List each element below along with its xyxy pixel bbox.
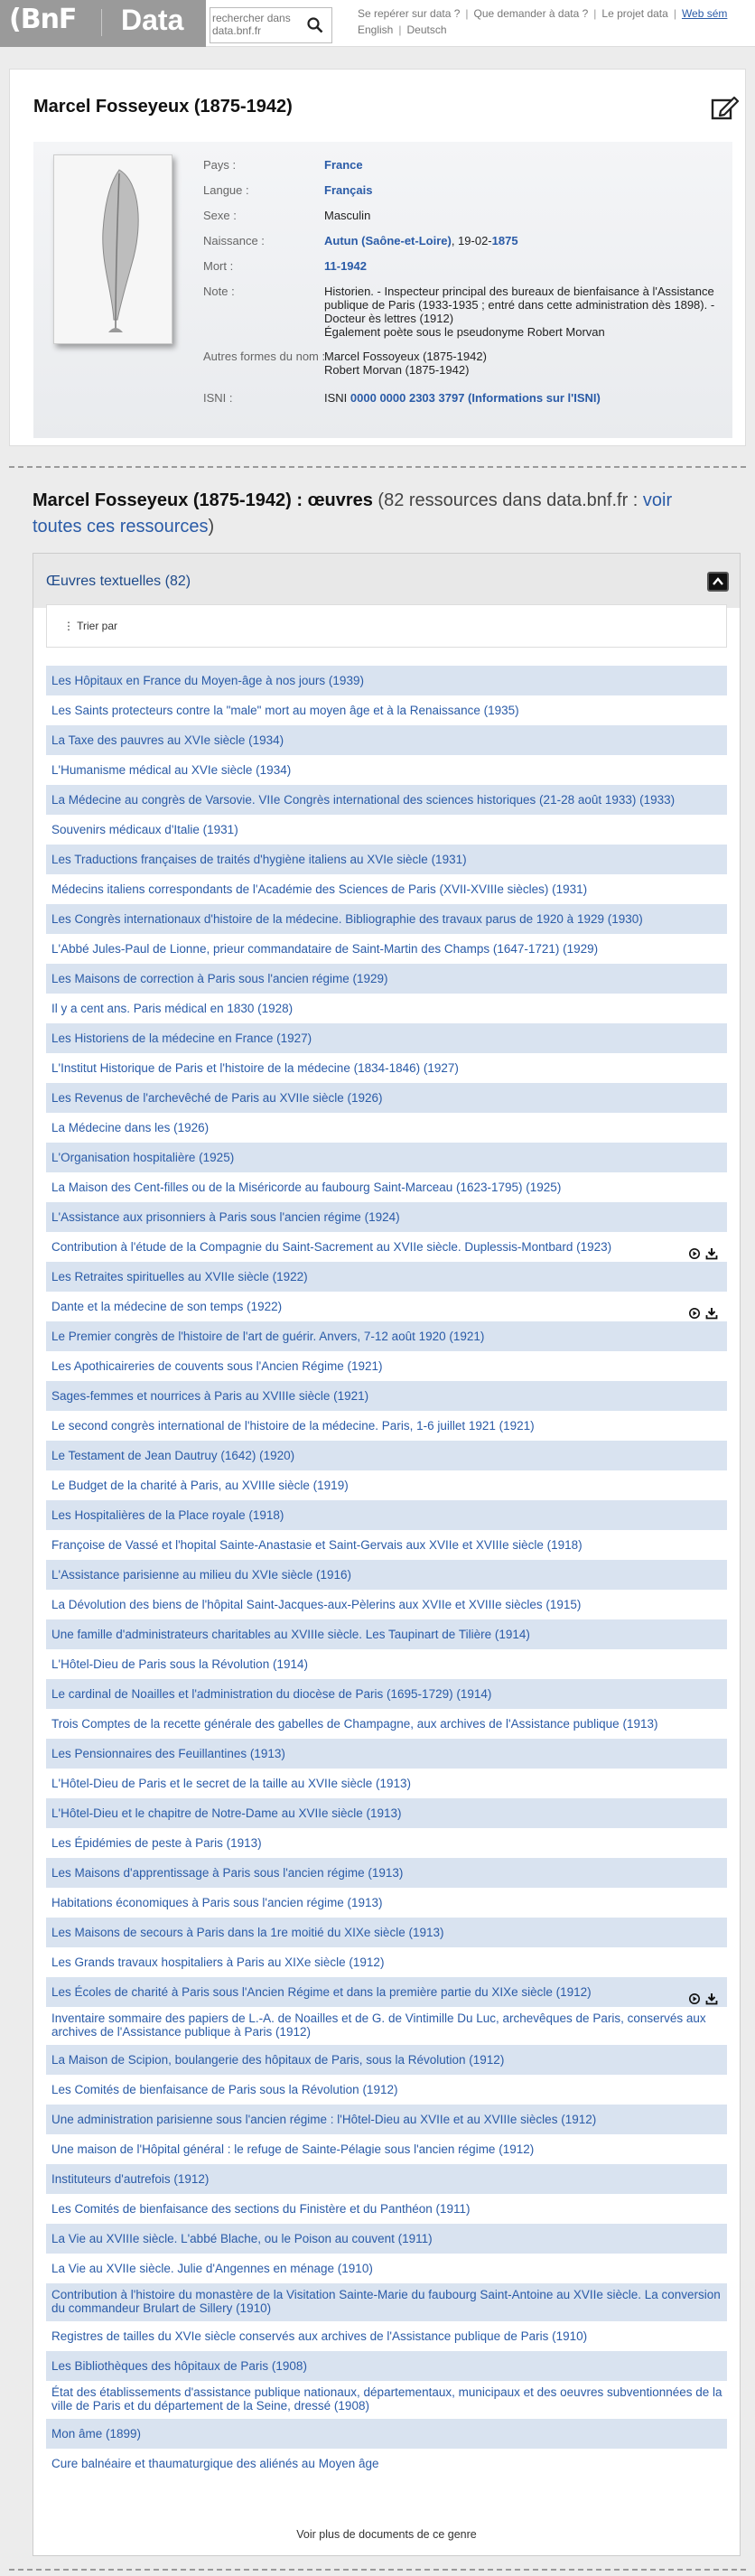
work-item[interactable]: [46, 1381, 727, 1411]
work-item[interactable]: [46, 1918, 727, 1947]
sexe-value: Masculin: [324, 209, 371, 222]
language-switcher: English | Deutsch: [358, 23, 447, 36]
oeuvres-textuelles-panel: [33, 553, 741, 2556]
work-item[interactable]: [46, 2419, 727, 2449]
autre-forme-2: Robert Morvan (1875-1942): [324, 363, 470, 377]
work-title-link[interactable]: Les Apothicaireries de couvents sous l'Ancien Régime (1921): [51, 1359, 383, 1373]
work-title-link[interactable]: Les Revenus de l'archevêché de Paris au XVIIe siècle (1926): [51, 1091, 383, 1105]
work-title-link[interactable]: Les Épidémies de peste à Paris (1913): [51, 1836, 262, 1850]
work-item[interactable]: [46, 1828, 727, 1858]
mort-value[interactable]: 11-1942: [324, 259, 367, 273]
work-item[interactable]: [46, 2194, 727, 2224]
work-title-link[interactable]: État des établissements d'assistance publique nationaux, départementaux, municipaux et des oeuvres subventionnées de la ville de Paris et du département de la Seine, dressé (1908): [51, 2385, 722, 2413]
work-item[interactable]: [46, 1530, 727, 1560]
work-title-link[interactable]: Les Comités de bienfaisance des sections du Finistère et du Panthéon (1911): [51, 2202, 471, 2216]
nav-reperer[interactable]: Se repérer sur data ?: [358, 7, 461, 20]
work-item[interactable]: [46, 904, 727, 934]
work-item[interactable]: [46, 2007, 727, 2045]
panel-header: [33, 554, 740, 608]
work-title-link[interactable]: L'Institut Historique de Paris et l'histoire de la médecine (1834-1846) (1927): [51, 1061, 459, 1075]
nav-demander[interactable]: Que demander à data ?: [473, 7, 589, 20]
isni-link[interactable]: 0000 0000 2303 3797: [350, 391, 465, 405]
work-item[interactable]: [46, 1411, 727, 1441]
isni-value: [324, 391, 601, 405]
work-title-link[interactable]: La Dévolution des biens de l'hôpital Saint-Jacques-aux-Pèlerins aux XVIIe et XVIIIe siècles (1915): [51, 1598, 582, 1611]
work-item[interactable]: [46, 1590, 727, 1619]
work-item[interactable]: [46, 2224, 727, 2254]
work-title-link[interactable]: Contribution à l'étude de la Compagnie du Saint-Sacrement au XVIIe siècle. Duplessis-Montbard (1923): [51, 1240, 612, 1254]
work-item[interactable]: [46, 1441, 727, 1470]
work-title-link[interactable]: Cure balnéaire et thaumaturgique des aliénés au Moyen âge: [51, 2457, 379, 2470]
work-item[interactable]: [46, 1769, 727, 1798]
work-item[interactable]: [46, 1053, 727, 1083]
bnf-data-logo[interactable]: [0, 0, 206, 47]
note-label: Note :: [203, 285, 235, 298]
work-item[interactable]: [46, 1560, 727, 1590]
work-title-link[interactable]: Instituteurs d'autrefois (1912): [51, 2172, 210, 2186]
work-title-link[interactable]: Les Comités de bienfaisance de Paris sous la Révolution (1912): [51, 2083, 398, 2096]
work-item[interactable]: [46, 1470, 727, 1500]
isni-info-link[interactable]: (Informations sur l'ISNI): [468, 391, 601, 405]
work-title-link[interactable]: L'Hôtel-Dieu et le chapitre de Notre-Dame au XVIIe siècle (1913): [51, 1806, 402, 1820]
note-value: [324, 285, 722, 339]
work-item[interactable]: [46, 1709, 727, 1739]
search-box: [210, 7, 332, 43]
voir-toutes-ressources-link[interactable]: voir toutes ces ressources: [33, 490, 673, 537]
collapse-button[interactable]: [707, 572, 729, 592]
langue-value[interactable]: Français: [324, 183, 373, 197]
work-item[interactable]: [46, 1947, 727, 1977]
author-title: Marcel Fosseyeux (1875-1942): [33, 97, 293, 117]
lang-deutsch[interactable]: Deutsch: [406, 23, 447, 36]
work-item[interactable]: [46, 994, 727, 1023]
work-title-link[interactable]: Le Testament de Jean Dautruy (1642) (1920): [51, 1449, 295, 1462]
sort-bar[interactable]: [46, 604, 727, 648]
work-item[interactable]: [46, 666, 727, 695]
work-item[interactable]: [46, 1619, 727, 1649]
top-bar: [0, 0, 755, 47]
work-item[interactable]: [46, 2105, 727, 2134]
work-title-link[interactable]: Les Grands travaux hospitaliers à Paris au XIXe siècle (1912): [51, 1955, 385, 1969]
work-item[interactable]: [46, 2134, 727, 2164]
work-item[interactable]: [46, 1649, 727, 1679]
work-title-link[interactable]: Trois Comptes de la recette générale des gabelles de Champagne, aux archives de l'Assistance publique (1913): [51, 1717, 658, 1731]
top-nav: Se repérer sur data ? | Que demander à data ? | Le projet data | Web sém: [358, 7, 728, 20]
author-portrait: [53, 154, 172, 344]
work-item[interactable]: [46, 1172, 727, 1202]
work-item[interactable]: [46, 1500, 727, 1530]
search-input[interactable]: [210, 8, 301, 42]
naissance-label: Naissance :: [203, 234, 265, 247]
work-item[interactable]: [46, 2449, 727, 2478]
work-title-link[interactable]: Le Budget de la charité à Paris, au XVIIIe siècle (1919): [51, 1479, 349, 1492]
work-item[interactable]: [46, 2164, 727, 2194]
logo-bnf-text: (BnF: [9, 4, 77, 35]
work-title-link[interactable]: La Vie au XVIIIe siècle. L'abbé Blache, ou le Poison au couvent (1911): [51, 2232, 433, 2245]
work-title-link[interactable]: Les Écoles de charité à Paris sous l'Ancien Régime et dans la première partie du XIXe siècle (1912): [51, 1985, 592, 1999]
work-item[interactable]: [46, 2283, 727, 2321]
oeuvres-title: Marcel Fosseyeux (1875-1942) : œuvres: [33, 490, 373, 510]
isni-label: ISNI :: [203, 391, 233, 405]
work-title-link[interactable]: Une famille d'administrateurs charitables au XVIIIe siècle. Les Taupinart de Tilière (1914): [51, 1628, 530, 1641]
work-item[interactable]: [46, 1202, 727, 1232]
work-item[interactable]: [46, 845, 727, 874]
naissance-place-link[interactable]: Autun (Saône-et-Loire): [324, 234, 452, 247]
mort-label: Mort :: [203, 259, 234, 273]
work-title-link[interactable]: Françoise de Vassé et l'hopital Sainte-Anastasie et Saint-Gervais aux XVIIe et XVIIIe siècle (1918): [51, 1538, 583, 1552]
work-item[interactable]: [46, 2075, 727, 2105]
work-title-link[interactable]: Les Maisons de secours à Paris dans la 1re moitié du XIXe siècle (1913): [51, 1926, 444, 1939]
work-title-link[interactable]: Le cardinal de Noailles et l'administration du diocèse de Paris (1695-1729) (1914): [51, 1687, 492, 1701]
work-title-link[interactable]: Mon âme (1899): [51, 2427, 142, 2441]
work-title-link[interactable]: La Médecine au congrès de Varsovie. VIIe Congrès international des sciences historiques (21-28 août 1933) (1933): [51, 793, 676, 807]
work-title-link[interactable]: Inventaire sommaire des papiers de L.-A. de Noailles et de G. de Vintimille Du Luc, archevêques de Paris, conservés aux archives de l'Assistance publique à Paris (1912): [51, 2011, 706, 2039]
autre-forme-1: Marcel Fossoyeux (1875-1942): [324, 350, 487, 363]
work-item[interactable]: [46, 1888, 727, 1918]
work-title-link[interactable]: Contribution à l'histoire du monastère de la Visitation Sainte-Marie du faubourg Saint-Antoine au XVIIe siècle. La conversion du commandeur Brulart de Sillery (1910): [51, 2288, 721, 2315]
work-title-link[interactable]: Les Congrès internationaux d'histoire de la médecine. Bibliographie des travaux parus de 1920 à 1929 (1930): [51, 912, 643, 926]
work-title-link[interactable]: Habitations économiques à Paris sous l'ancien régime (1913): [51, 1896, 383, 1909]
work-item[interactable]: [46, 755, 727, 785]
work-title-link[interactable]: L'Organisation hospitalière (1925): [51, 1151, 235, 1164]
work-item[interactable]: [46, 1977, 727, 2007]
work-item[interactable]: [46, 1262, 727, 1292]
chevron-up-icon: [712, 576, 724, 587]
play-download-icons[interactable]: [689, 1241, 722, 1254]
lang-english[interactable]: English: [358, 23, 394, 36]
work-title-link[interactable]: Les Maisons d'apprentissage à Paris sous l'ancien régime (1913): [51, 1866, 404, 1880]
sexe-label: Sexe :: [203, 209, 237, 222]
work-title-link[interactable]: Souvenirs médicaux d'Italie (1931): [51, 823, 238, 836]
sort-handle-icon: ⋮: [63, 620, 78, 632]
work-item[interactable]: [46, 695, 727, 725]
work-title-link[interactable]: La Médecine dans les (1926): [51, 1121, 210, 1134]
naissance-value: [324, 234, 518, 247]
nav-web-semantique[interactable]: Web sém: [681, 7, 728, 20]
sort-label-text: Trier par: [77, 620, 118, 632]
work-title-link[interactable]: Il y a cent ans. Paris médical en 1830 (1928): [51, 1002, 294, 1015]
work-item[interactable]: [46, 1798, 727, 1828]
note-pseudonyme: Également poète sous le pseudonyme Robert Morvan: [324, 325, 605, 339]
work-title-link[interactable]: Les Saints protecteurs contre la "male" mort au moyen âge et à la Renaissance (1935): [51, 704, 519, 717]
play-download-icons[interactable]: [689, 1301, 722, 1313]
oeuvres-close-paren: ): [208, 517, 215, 537]
search-icon: [307, 17, 323, 33]
work-item[interactable]: [46, 1679, 727, 1709]
edit-icon[interactable]: [711, 95, 740, 122]
work-title-link[interactable]: Les Maisons de correction à Paris sous l'ancien régime (1929): [51, 972, 388, 985]
logo-data-text: Data: [121, 4, 184, 36]
naissance-year-link[interactable]: 1875: [491, 234, 518, 247]
work-item[interactable]: [46, 1739, 727, 1769]
pays-label: Pays :: [203, 158, 237, 172]
work-title-link[interactable]: Le Premier congrès de l'histoire de l'art de guérir. Anvers, 7-12 août 1920 (1921): [51, 1330, 485, 1343]
work-title-link[interactable]: Registres de tailles du XVIe siècle conservés aux archives de l'Assistance publique de Paris (1910): [51, 2329, 588, 2343]
autres-formes-value: [324, 350, 722, 377]
work-title-link[interactable]: L'Humanisme médical au XVIe siècle (1934): [51, 763, 292, 777]
work-title-link[interactable]: La Vie au XVIIe siècle. Julie d'Angennes en ménage (1910): [51, 2262, 373, 2275]
sort-label: [63, 620, 117, 632]
work-title-link[interactable]: L'Assistance aux prisonniers à Paris sous l'ancien régime (1924): [51, 1210, 400, 1224]
work-title-link[interactable]: Une administration parisienne sous l'ancien régime : l'Hôtel-Dieu au XVIIe et au XVIIIe siècles (1912): [51, 2113, 597, 2126]
naissance-date: , 19-02-: [451, 234, 492, 247]
work-title-link[interactable]: Les Traductions françaises de traités d'hygiène italiens au XVIe siècle (1931): [51, 853, 467, 866]
work-item[interactable]: [46, 934, 727, 964]
work-title-link[interactable]: La Maison de Scipion, boulangerie des hôpitaux de Paris, sous la Révolution (1912): [51, 2053, 505, 2067]
work-title-link[interactable]: Médecins italiens correspondants de l'Académie des Sciences de Paris (XVII-XVIIIe siècles) (1931): [51, 882, 588, 896]
bottom-divider: [9, 2569, 746, 2571]
work-item[interactable]: [46, 1083, 727, 1113]
work-item[interactable]: [46, 1351, 727, 1381]
work-item[interactable]: [46, 1858, 727, 1888]
note-text: Historien. - Inspecteur principal des bureaux de bienfaisance à l'Assistance publique de Paris (1933-1935 ; entré dans cette administration dès 1898). - Docteur ès lettres (1912): [324, 285, 715, 325]
work-title-link[interactable]: Les Historiens de la médecine en France (1927): [51, 1031, 312, 1045]
work-title-link[interactable]: Une maison de l'Hôpital général : le refuge de Sainte-Pélagie sous l'ancien régime (1912): [51, 2142, 535, 2156]
work-item[interactable]: [46, 2351, 727, 2381]
work-title-link[interactable]: L'Assistance parisienne au milieu du XVIe siècle (1916): [51, 1568, 352, 1582]
author-card: [9, 69, 746, 446]
work-title-link[interactable]: Les Retraites spirituelles au XVIIe siècle (1922): [51, 1270, 308, 1283]
work-item[interactable]: [46, 964, 727, 994]
work-title-link[interactable]: Les Bibliothèques des hôpitaux de Paris (1908): [51, 2359, 307, 2373]
work-item[interactable]: [46, 1113, 727, 1143]
pays-value[interactable]: France: [324, 158, 363, 172]
work-item[interactable]: [46, 1143, 727, 1172]
work-title-link[interactable]: Le second congrès international de l'histoire de la médecine. Paris, 1-6 juillet 1921 (1921): [51, 1419, 535, 1433]
search-button[interactable]: [299, 8, 331, 42]
panel-title[interactable]: Œuvres textuelles (82): [46, 574, 191, 589]
work-title-link[interactable]: La Maison des Cent-filles ou de la Miséricorde au faubourg Saint-Marceau (1623-1795) (1925): [51, 1181, 562, 1194]
nav-projet[interactable]: Le projet data: [601, 7, 668, 20]
isni-prefix: ISNI: [324, 391, 350, 405]
oeuvres-heading: [33, 488, 719, 540]
work-title-link[interactable]: L'Abbé Jules-Paul de Lionne, prieur commandataire de Saint-Martin des Champs (1647-1721) (1929): [51, 942, 599, 956]
work-item[interactable]: [46, 2321, 727, 2351]
work-item[interactable]: [46, 1023, 727, 1053]
langue-label: Langue :: [203, 183, 249, 197]
oeuvres-count: (82 ressources dans data.bnf.fr :: [372, 490, 643, 510]
work-item[interactable]: [46, 2381, 727, 2419]
work-title-link[interactable]: Les Pensionnaires des Feuillantines (1913): [51, 1747, 285, 1760]
work-title-link[interactable]: Les Hospitalières de la Place royale (1918): [51, 1508, 284, 1522]
work-item[interactable]: [46, 1321, 727, 1351]
work-title-link[interactable]: La Taxe des pauvres au XVIe siècle (1934): [51, 733, 284, 747]
work-title-link[interactable]: Les Hôpitaux en France du Moyen-âge à nos jours (1939): [51, 674, 364, 687]
work-item[interactable]: [46, 815, 727, 845]
work-item[interactable]: [46, 2254, 727, 2283]
work-title-link[interactable]: Sages-femmes et nourrices à Paris au XVIIIe siècle (1921): [51, 1389, 369, 1403]
logo-divider: [101, 9, 102, 36]
work-item[interactable]: [46, 874, 727, 904]
work-item[interactable]: [46, 1292, 727, 1321]
play-download-icons[interactable]: [689, 1986, 722, 1999]
work-title-link[interactable]: L'Hôtel-Dieu de Paris sous la Révolution (1914): [51, 1657, 308, 1671]
quill-feather-icon: [54, 155, 173, 345]
work-item[interactable]: [46, 785, 727, 815]
section-divider: [9, 466, 746, 468]
work-item[interactable]: [46, 725, 727, 755]
voir-plus-link[interactable]: Voir plus de documents de ce genre: [296, 2528, 477, 2541]
work-item[interactable]: [46, 1232, 727, 1262]
author-info-panel: [33, 142, 732, 438]
works-list: [46, 666, 727, 2478]
work-item[interactable]: [46, 2045, 727, 2075]
work-title-link[interactable]: Dante et la médecine de son temps (1922): [51, 1300, 283, 1313]
work-title-link[interactable]: L'Hôtel-Dieu de Paris et le secret de la taille au XVIIe siècle (1913): [51, 1777, 412, 1790]
autres-formes-label: Autres formes du nom :: [203, 350, 326, 363]
